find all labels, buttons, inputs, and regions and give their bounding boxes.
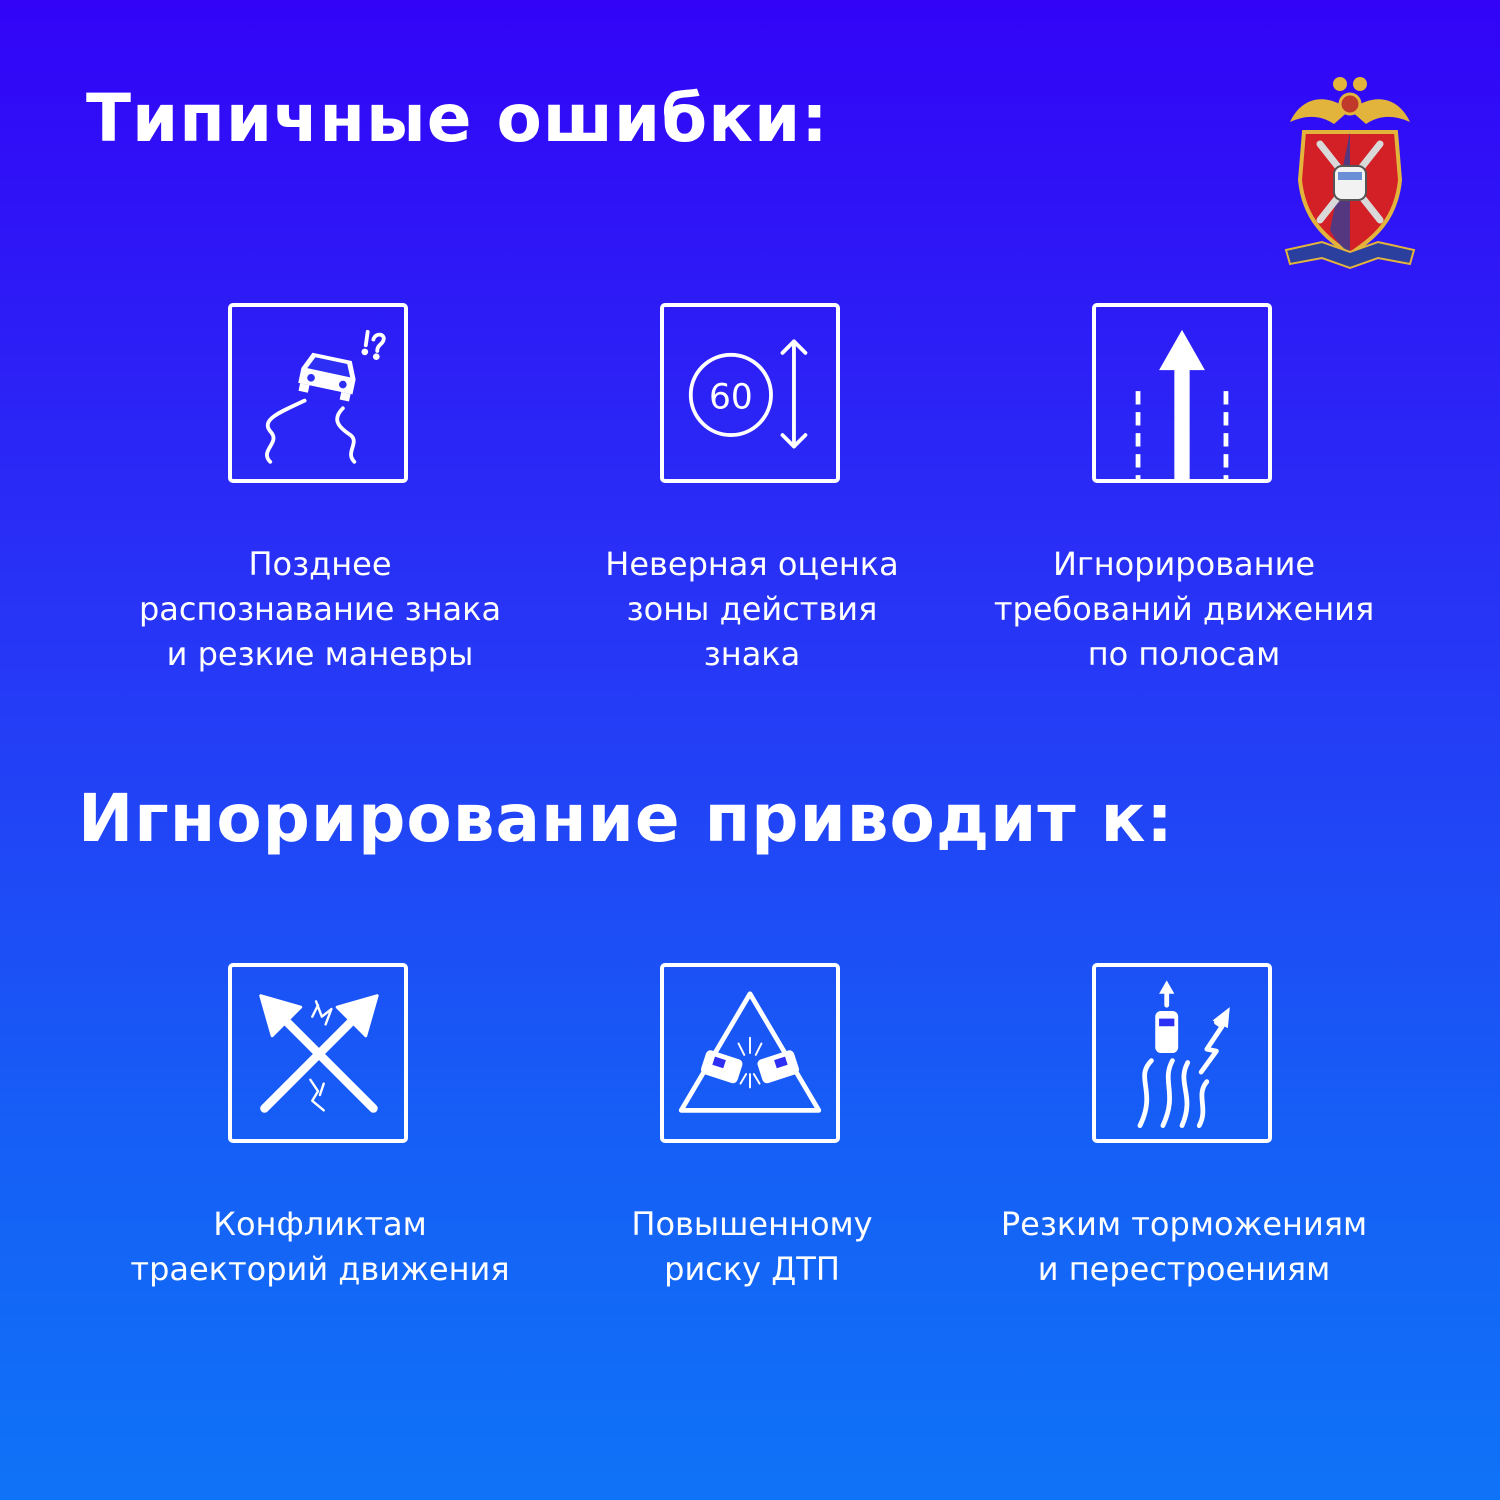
caption-line: Позднее — [248, 545, 392, 583]
caption-line: Повышенному — [631, 1205, 873, 1243]
lane-arrow-icon — [1092, 303, 1272, 483]
speed-limit-zone-icon — [660, 303, 840, 483]
section-title-consequences: Игнорирование приводит к: — [78, 780, 1174, 857]
crossing-trajectories-icon — [228, 963, 408, 1143]
caption-line: Неверная оценка — [605, 545, 899, 583]
caption-line: Конфликтам — [213, 1205, 427, 1243]
caption-line: зоны действия — [626, 590, 878, 628]
caption-wrong-zone-assessment — [522, 542, 982, 677]
caption-sudden-braking — [954, 1202, 1414, 1292]
caption-line: траекторий движения — [130, 1250, 510, 1288]
caption-line: распознавание знака — [138, 590, 502, 628]
speed-limit-number: 60 — [709, 377, 753, 418]
sudden-lane-change-icon — [1092, 963, 1272, 1143]
caption-line: знака — [703, 635, 801, 673]
caption-line: риску ДТП — [664, 1250, 840, 1288]
skidding-car-icon — [228, 303, 408, 483]
section-title-mistakes: Типичные ошибки: — [86, 80, 829, 157]
caption-line: Игнорирование — [1052, 545, 1316, 583]
caption-trajectory-conflicts — [90, 1202, 550, 1292]
caption-accident-risk — [522, 1202, 982, 1292]
caption-ignoring-lane-rules — [954, 542, 1414, 677]
caption-line: и резкие маневры — [166, 635, 474, 673]
caption-line: Резким торможениям — [1000, 1205, 1368, 1243]
caption-late-sign-recognition — [90, 542, 550, 677]
collision-warning-icon — [660, 963, 840, 1143]
traffic-police-emblem-icon — [1282, 70, 1418, 276]
caption-line: по полосам — [1087, 635, 1281, 673]
caption-line: требований движения — [993, 590, 1375, 628]
caption-line: и перестроениям — [1037, 1250, 1331, 1288]
